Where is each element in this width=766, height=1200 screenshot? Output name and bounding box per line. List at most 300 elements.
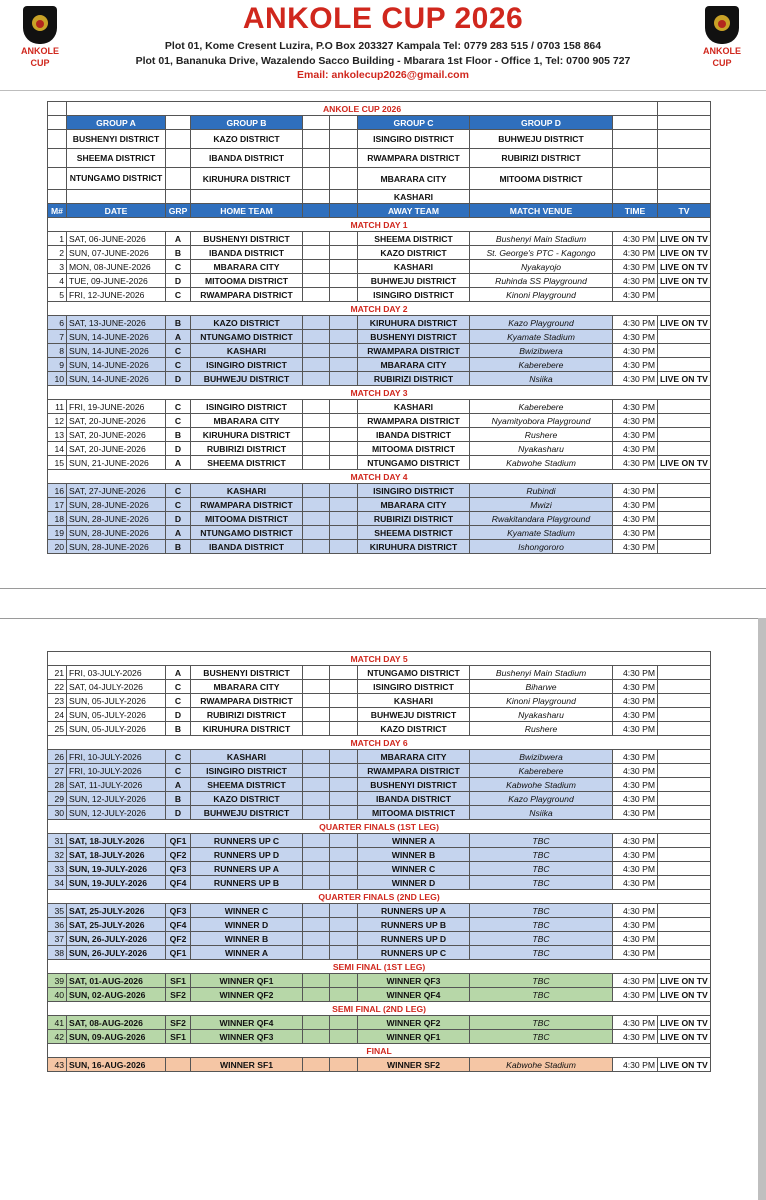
tv-status: LIVE ON TV (658, 988, 711, 1002)
group-team-row (48, 149, 711, 168)
match-row (48, 400, 711, 414)
home-team: RUBIRIZI DISTRICT (191, 708, 303, 722)
match-row (48, 526, 711, 540)
spacer-cell (330, 330, 358, 344)
match-date: SUN, 26-JULY-2026 (67, 932, 166, 946)
tv-status: LIVE ON TV (658, 316, 711, 330)
match-row (48, 680, 711, 694)
spacer-cell (330, 974, 358, 988)
match-row (48, 414, 711, 428)
match-venue: Rwakitandara Playground (470, 512, 613, 526)
spacer-cell (303, 498, 330, 512)
spacer-cell (330, 358, 358, 372)
match-number: 35 (48, 904, 67, 918)
match-number: 6 (48, 316, 67, 330)
match-group: A (166, 232, 191, 246)
spacer-cell (330, 246, 358, 260)
match-venue: Nyakasharu (470, 708, 613, 722)
match-group: D (166, 442, 191, 456)
spacer-cell (303, 274, 330, 288)
spacer-cell (330, 498, 358, 512)
kickoff-time: 4:30 PM (613, 260, 658, 274)
spacer-cell (330, 260, 358, 274)
match-number: 22 (48, 680, 67, 694)
match-row (48, 260, 711, 274)
away-team: KASHARI (358, 694, 470, 708)
spacer-cell (330, 848, 358, 862)
match-row (48, 1016, 711, 1030)
group-d-header: GROUP D (470, 116, 613, 130)
match-venue: Biharwe (470, 680, 613, 694)
group-b-team: KIRUHURA DISTRICT (191, 168, 303, 190)
kickoff-time: 4:30 PM (613, 540, 658, 554)
away-team: MBARARA CITY (358, 750, 470, 764)
spacer-cell (303, 1058, 330, 1072)
home-team: RUNNERS UP D (191, 848, 303, 862)
section-band-row (48, 386, 711, 400)
match-number: 16 (48, 484, 67, 498)
tv-status (658, 946, 711, 960)
col-time: TIME (613, 204, 658, 218)
spacer-cell (303, 116, 330, 130)
home-team: ISINGIRO DISTRICT (191, 400, 303, 414)
match-row (48, 1030, 711, 1044)
away-team: BUSHENYI DISTRICT (358, 330, 470, 344)
home-team: WINNER D (191, 918, 303, 932)
away-team: RUNNERS UP C (358, 946, 470, 960)
match-number: 13 (48, 428, 67, 442)
spacer-cell (330, 168, 358, 190)
away-team: RWAMPARA DISTRICT (358, 414, 470, 428)
section-band-row (48, 218, 711, 232)
group-a-team: BUSHENYI DISTRICT (67, 130, 166, 149)
kickoff-time: 4:30 PM (613, 400, 658, 414)
match-group: QF4 (166, 918, 191, 932)
spacer-cell (613, 190, 658, 204)
away-team: RUBIRIZI DISTRICT (358, 372, 470, 386)
tv-status (658, 792, 711, 806)
spacer-cell (303, 750, 330, 764)
away-team: IBANDA DISTRICT (358, 428, 470, 442)
match-row (48, 428, 711, 442)
match-group: C (166, 680, 191, 694)
kickoff-time: 4:30 PM (613, 722, 658, 736)
match-row (48, 904, 711, 918)
match-group: SF2 (166, 988, 191, 1002)
spacer-cell (303, 204, 330, 218)
match-row (48, 946, 711, 960)
match-number: 24 (48, 708, 67, 722)
tv-status (658, 806, 711, 820)
tv-status (658, 876, 711, 890)
home-team: KASHARI (191, 344, 303, 358)
left-margin-cell (48, 168, 67, 190)
tv-status (658, 904, 711, 918)
match-number: 26 (48, 750, 67, 764)
match-venue: Kazo Playground (470, 792, 613, 806)
away-team: RUBIRIZI DISTRICT (358, 512, 470, 526)
kickoff-time: 4:30 PM (613, 694, 658, 708)
away-team: KIRUHURA DISTRICT (358, 540, 470, 554)
spacer-cell (303, 1030, 330, 1044)
spacer-cell (330, 130, 358, 149)
match-row (48, 778, 711, 792)
page-break (0, 588, 766, 618)
home-team: RUNNERS UP A (191, 862, 303, 876)
match-venue: TBC (470, 988, 613, 1002)
spacer-cell (303, 764, 330, 778)
match-date: SUN, 02-AUG-2026 (67, 988, 166, 1002)
spacer-cell (303, 456, 330, 470)
home-team: KASHARI (191, 750, 303, 764)
kickoff-time: 4:30 PM (613, 806, 658, 820)
spacer-cell (166, 130, 191, 149)
group-c-team: RWAMPARA DISTRICT (358, 149, 470, 168)
tv-status (658, 764, 711, 778)
match-group: QF2 (166, 932, 191, 946)
match-venue: Kinoni Playground (470, 694, 613, 708)
spacer-cell (303, 918, 330, 932)
match-group: D (166, 274, 191, 288)
spacer-cell (303, 974, 330, 988)
group-c-team: KASHARI (358, 190, 470, 204)
kickoff-time: 4:30 PM (613, 778, 658, 792)
home-team: RWAMPARA DISTRICT (191, 694, 303, 708)
tv-status (658, 932, 711, 946)
group-team-row (48, 168, 711, 190)
col-group: GRP (166, 204, 191, 218)
tv-status (658, 330, 711, 344)
spacer-cell (303, 358, 330, 372)
away-team: MBARARA CITY (358, 358, 470, 372)
tv-status (658, 778, 711, 792)
match-group: SF1 (166, 974, 191, 988)
home-team: NTUNGAMO DISTRICT (191, 330, 303, 344)
spacer-cell (658, 168, 711, 190)
away-team: WINNER QF3 (358, 974, 470, 988)
away-team: NTUNGAMO DISTRICT (358, 666, 470, 680)
match-venue: Kyamate Stadium (470, 526, 613, 540)
away-team: BUSHENYI DISTRICT (358, 778, 470, 792)
spacer-cell (303, 722, 330, 736)
spacer-cell (330, 862, 358, 876)
spacer-cell (303, 876, 330, 890)
away-team: KIRUHURA DISTRICT (358, 316, 470, 330)
match-date: SAT, 01-AUG-2026 (67, 974, 166, 988)
match-row (48, 498, 711, 512)
match-venue: TBC (470, 1030, 613, 1044)
match-number: 1 (48, 232, 67, 246)
match-group: SF2 (166, 1016, 191, 1030)
spacer-cell (613, 116, 658, 130)
match-venue: Rubindi (470, 484, 613, 498)
match-venue: Bushenyi Main Stadium (470, 666, 613, 680)
match-number: 5 (48, 288, 67, 302)
right-margin-cell (658, 102, 711, 116)
match-row (48, 750, 711, 764)
kickoff-time: 4:30 PM (613, 750, 658, 764)
section-label: MATCH DAY 2 (48, 302, 711, 316)
away-team: RWAMPARA DISTRICT (358, 764, 470, 778)
match-venue: Ruhinda SS Playground (470, 274, 613, 288)
match-number: 7 (48, 330, 67, 344)
away-team: KAZO DISTRICT (358, 722, 470, 736)
match-row (48, 666, 711, 680)
letterhead (0, 0, 766, 88)
spacer-cell (303, 946, 330, 960)
match-date: SUN, 14-JUNE-2026 (67, 344, 166, 358)
match-row (48, 358, 711, 372)
left-margin-cell (48, 190, 67, 204)
away-team: RUNNERS UP D (358, 932, 470, 946)
kickoff-time: 4:30 PM (613, 330, 658, 344)
kickoff-time: 4:30 PM (613, 708, 658, 722)
kickoff-time: 4:30 PM (613, 862, 658, 876)
spacer-cell (330, 149, 358, 168)
match-date: SUN, 05-JULY-2026 (67, 694, 166, 708)
match-group: A (166, 330, 191, 344)
spacer-cell (330, 288, 358, 302)
match-venue: Kabwohe Stadium (470, 1058, 613, 1072)
match-group: A (166, 778, 191, 792)
match-group: B (166, 428, 191, 442)
match-date: SAT, 13-JUNE-2026 (67, 316, 166, 330)
match-row (48, 344, 711, 358)
spacer-cell (330, 442, 358, 456)
match-date: SAT, 25-JULY-2026 (67, 918, 166, 932)
group-a-team: SHEEMA DISTRICT (67, 149, 166, 168)
section-label: MATCH DAY 6 (48, 736, 711, 750)
group-b-header: GROUP B (191, 116, 303, 130)
section-label: FINAL (48, 1044, 711, 1058)
section-band-row (48, 302, 711, 316)
page-bottom-edge (0, 588, 766, 589)
spacer-cell (303, 778, 330, 792)
spacer-cell (330, 540, 358, 554)
match-number: 25 (48, 722, 67, 736)
section-band-row (48, 470, 711, 484)
match-date: SAT, 20-JUNE-2026 (67, 414, 166, 428)
col-tv: TV (658, 204, 711, 218)
tv-status (658, 708, 711, 722)
match-date: SAT, 04-JULY-2026 (67, 680, 166, 694)
spacer-cell (303, 442, 330, 456)
match-date: SUN, 12-JULY-2026 (67, 806, 166, 820)
table-title-row (48, 102, 711, 116)
spacer-cell (166, 116, 191, 130)
match-date: SUN, 14-JUNE-2026 (67, 358, 166, 372)
match-venue: TBC (470, 946, 613, 960)
section-band-row (48, 820, 711, 834)
match-date: TUE, 09-JUNE-2026 (67, 274, 166, 288)
match-number: 32 (48, 848, 67, 862)
match-date: SUN, 21-JUNE-2026 (67, 456, 166, 470)
match-row (48, 442, 711, 456)
match-group: B (166, 246, 191, 260)
match-number: 33 (48, 862, 67, 876)
home-team: WINNER QF2 (191, 988, 303, 1002)
home-team: MBARARA CITY (191, 260, 303, 274)
home-team: KAZO DISTRICT (191, 316, 303, 330)
match-group: C (166, 414, 191, 428)
away-team: KASHARI (358, 260, 470, 274)
match-date: SUN, 26-JULY-2026 (67, 946, 166, 960)
spacer-cell (166, 190, 191, 204)
tv-status (658, 862, 711, 876)
match-number: 23 (48, 694, 67, 708)
spacer-cell (330, 1058, 358, 1072)
away-team: WINNER SF2 (358, 1058, 470, 1072)
match-row (48, 330, 711, 344)
group-d-team: BUHWEJU DISTRICT (470, 130, 613, 149)
away-team: WINNER QF1 (358, 1030, 470, 1044)
section-band-row (48, 960, 711, 974)
group-d-team: RUBIRIZI DISTRICT (470, 149, 613, 168)
spacer-cell (330, 778, 358, 792)
group-a-team: NTUNGAMO DISTRICT (67, 168, 166, 190)
spacer-cell (330, 116, 358, 130)
match-group: QF1 (166, 834, 191, 848)
spacer-cell (303, 806, 330, 820)
tv-status (658, 722, 711, 736)
col-away-team: AWAY TEAM (358, 204, 470, 218)
spacer-cell (658, 116, 711, 130)
match-group: C (166, 400, 191, 414)
tv-status (658, 442, 711, 456)
spacer-cell (303, 428, 330, 442)
kickoff-time: 4:30 PM (613, 274, 658, 288)
match-group: C (166, 498, 191, 512)
match-venue: Nsiika (470, 806, 613, 820)
match-row (48, 722, 711, 736)
spacer-cell (330, 806, 358, 820)
spacer-cell (330, 946, 358, 960)
match-date: SAT, 20-JUNE-2026 (67, 428, 166, 442)
home-team: BUSHENYI DISTRICT (191, 232, 303, 246)
kickoff-time: 4:30 PM (613, 876, 658, 890)
match-group: C (166, 344, 191, 358)
away-team: KAZO DISTRICT (358, 246, 470, 260)
spacer-cell (330, 414, 358, 428)
match-venue: TBC (470, 904, 613, 918)
col-home-team: HOME TEAM (191, 204, 303, 218)
spacer-cell (330, 316, 358, 330)
away-team: ISINGIRO DISTRICT (358, 288, 470, 302)
match-group: QF4 (166, 876, 191, 890)
spacer-cell (303, 168, 330, 190)
match-venue: TBC (470, 876, 613, 890)
spacer-cell (330, 708, 358, 722)
group-a-team (67, 190, 166, 204)
kickoff-time: 4:30 PM (613, 680, 658, 694)
match-group: C (166, 750, 191, 764)
schedule-sheet-2 (47, 651, 711, 1072)
spacer-cell (330, 428, 358, 442)
spacer-cell (330, 526, 358, 540)
spacer-cell (303, 680, 330, 694)
spacer-cell (303, 288, 330, 302)
spacer-cell (330, 512, 358, 526)
spacer-cell (303, 540, 330, 554)
match-group: B (166, 540, 191, 554)
tv-status (658, 526, 711, 540)
match-venue: TBC (470, 834, 613, 848)
match-venue: Kinoni Playground (470, 288, 613, 302)
away-team: IBANDA DISTRICT (358, 792, 470, 806)
email-line: Email: ankolecup2026@gmail.com (297, 69, 469, 81)
tv-status: LIVE ON TV (658, 974, 711, 988)
match-venue: Nyamityobora Playground (470, 414, 613, 428)
group-header-row (48, 116, 711, 130)
tv-status: LIVE ON TV (658, 1016, 711, 1030)
home-team: BUHWEJU DISTRICT (191, 372, 303, 386)
match-group: D (166, 708, 191, 722)
match-venue: TBC (470, 932, 613, 946)
table-title: ANKOLE CUP 2026 (67, 102, 658, 116)
away-team: WINNER B (358, 848, 470, 862)
kickoff-time: 4:30 PM (613, 834, 658, 848)
kickoff-time: 4:30 PM (613, 1058, 658, 1072)
spacer-cell (330, 750, 358, 764)
tv-status: LIVE ON TV (658, 1058, 711, 1072)
match-number: 21 (48, 666, 67, 680)
match-date: FRI, 10-JULY-2026 (67, 750, 166, 764)
spacer-cell (330, 274, 358, 288)
spacer-cell (303, 130, 330, 149)
crest-icon (705, 6, 739, 44)
kickoff-time: 4:30 PM (613, 246, 658, 260)
tv-status (658, 414, 711, 428)
away-team: WINNER D (358, 876, 470, 890)
kickoff-time: 4:30 PM (613, 1030, 658, 1044)
group-c-team: MBARARA CITY (358, 168, 470, 190)
match-number: 34 (48, 876, 67, 890)
home-team: RUNNERS UP C (191, 834, 303, 848)
spacer-cell (166, 149, 191, 168)
kickoff-time: 4:30 PM (613, 456, 658, 470)
kickoff-time: 4:30 PM (613, 1016, 658, 1030)
address-line-1: Plot 01, Kome Cresent Luzira, P.O Box 203327 Kampala Tel: 0779 283 515 / 0703 158 864 (164, 40, 602, 52)
match-number: 43 (48, 1058, 67, 1072)
home-team: BUHWEJU DISTRICT (191, 806, 303, 820)
match-row (48, 512, 711, 526)
spacer-cell (330, 792, 358, 806)
match-date: SUN, 28-JUNE-2026 (67, 526, 166, 540)
spacer-cell (303, 834, 330, 848)
kickoff-time: 4:30 PM (613, 484, 658, 498)
tv-status (658, 694, 711, 708)
away-team: ISINGIRO DISTRICT (358, 680, 470, 694)
match-date: FRI, 03-JULY-2026 (67, 666, 166, 680)
spacer-cell (303, 246, 330, 260)
match-number: 20 (48, 540, 67, 554)
away-team: MITOOMA DISTRICT (358, 442, 470, 456)
tv-status (658, 344, 711, 358)
match-group: C (166, 260, 191, 274)
left-margin-cell (48, 116, 67, 130)
match-group: C (166, 694, 191, 708)
group-team-row (48, 130, 711, 149)
address-line-2: Plot 01, Bananuka Drive, Wazalendo Sacco Building - Mbarara 1st Floor - Office 1, Tel: 0700 905 727 (135, 55, 631, 67)
match-number: 36 (48, 918, 67, 932)
match-venue: Kabwohe Stadium (470, 456, 613, 470)
kickoff-time: 4:30 PM (613, 526, 658, 540)
match-venue: Kaberebere (470, 764, 613, 778)
col-date: DATE (67, 204, 166, 218)
spacer-cell (330, 232, 358, 246)
home-team: SHEEMA DISTRICT (191, 456, 303, 470)
spacer-cell (613, 168, 658, 190)
